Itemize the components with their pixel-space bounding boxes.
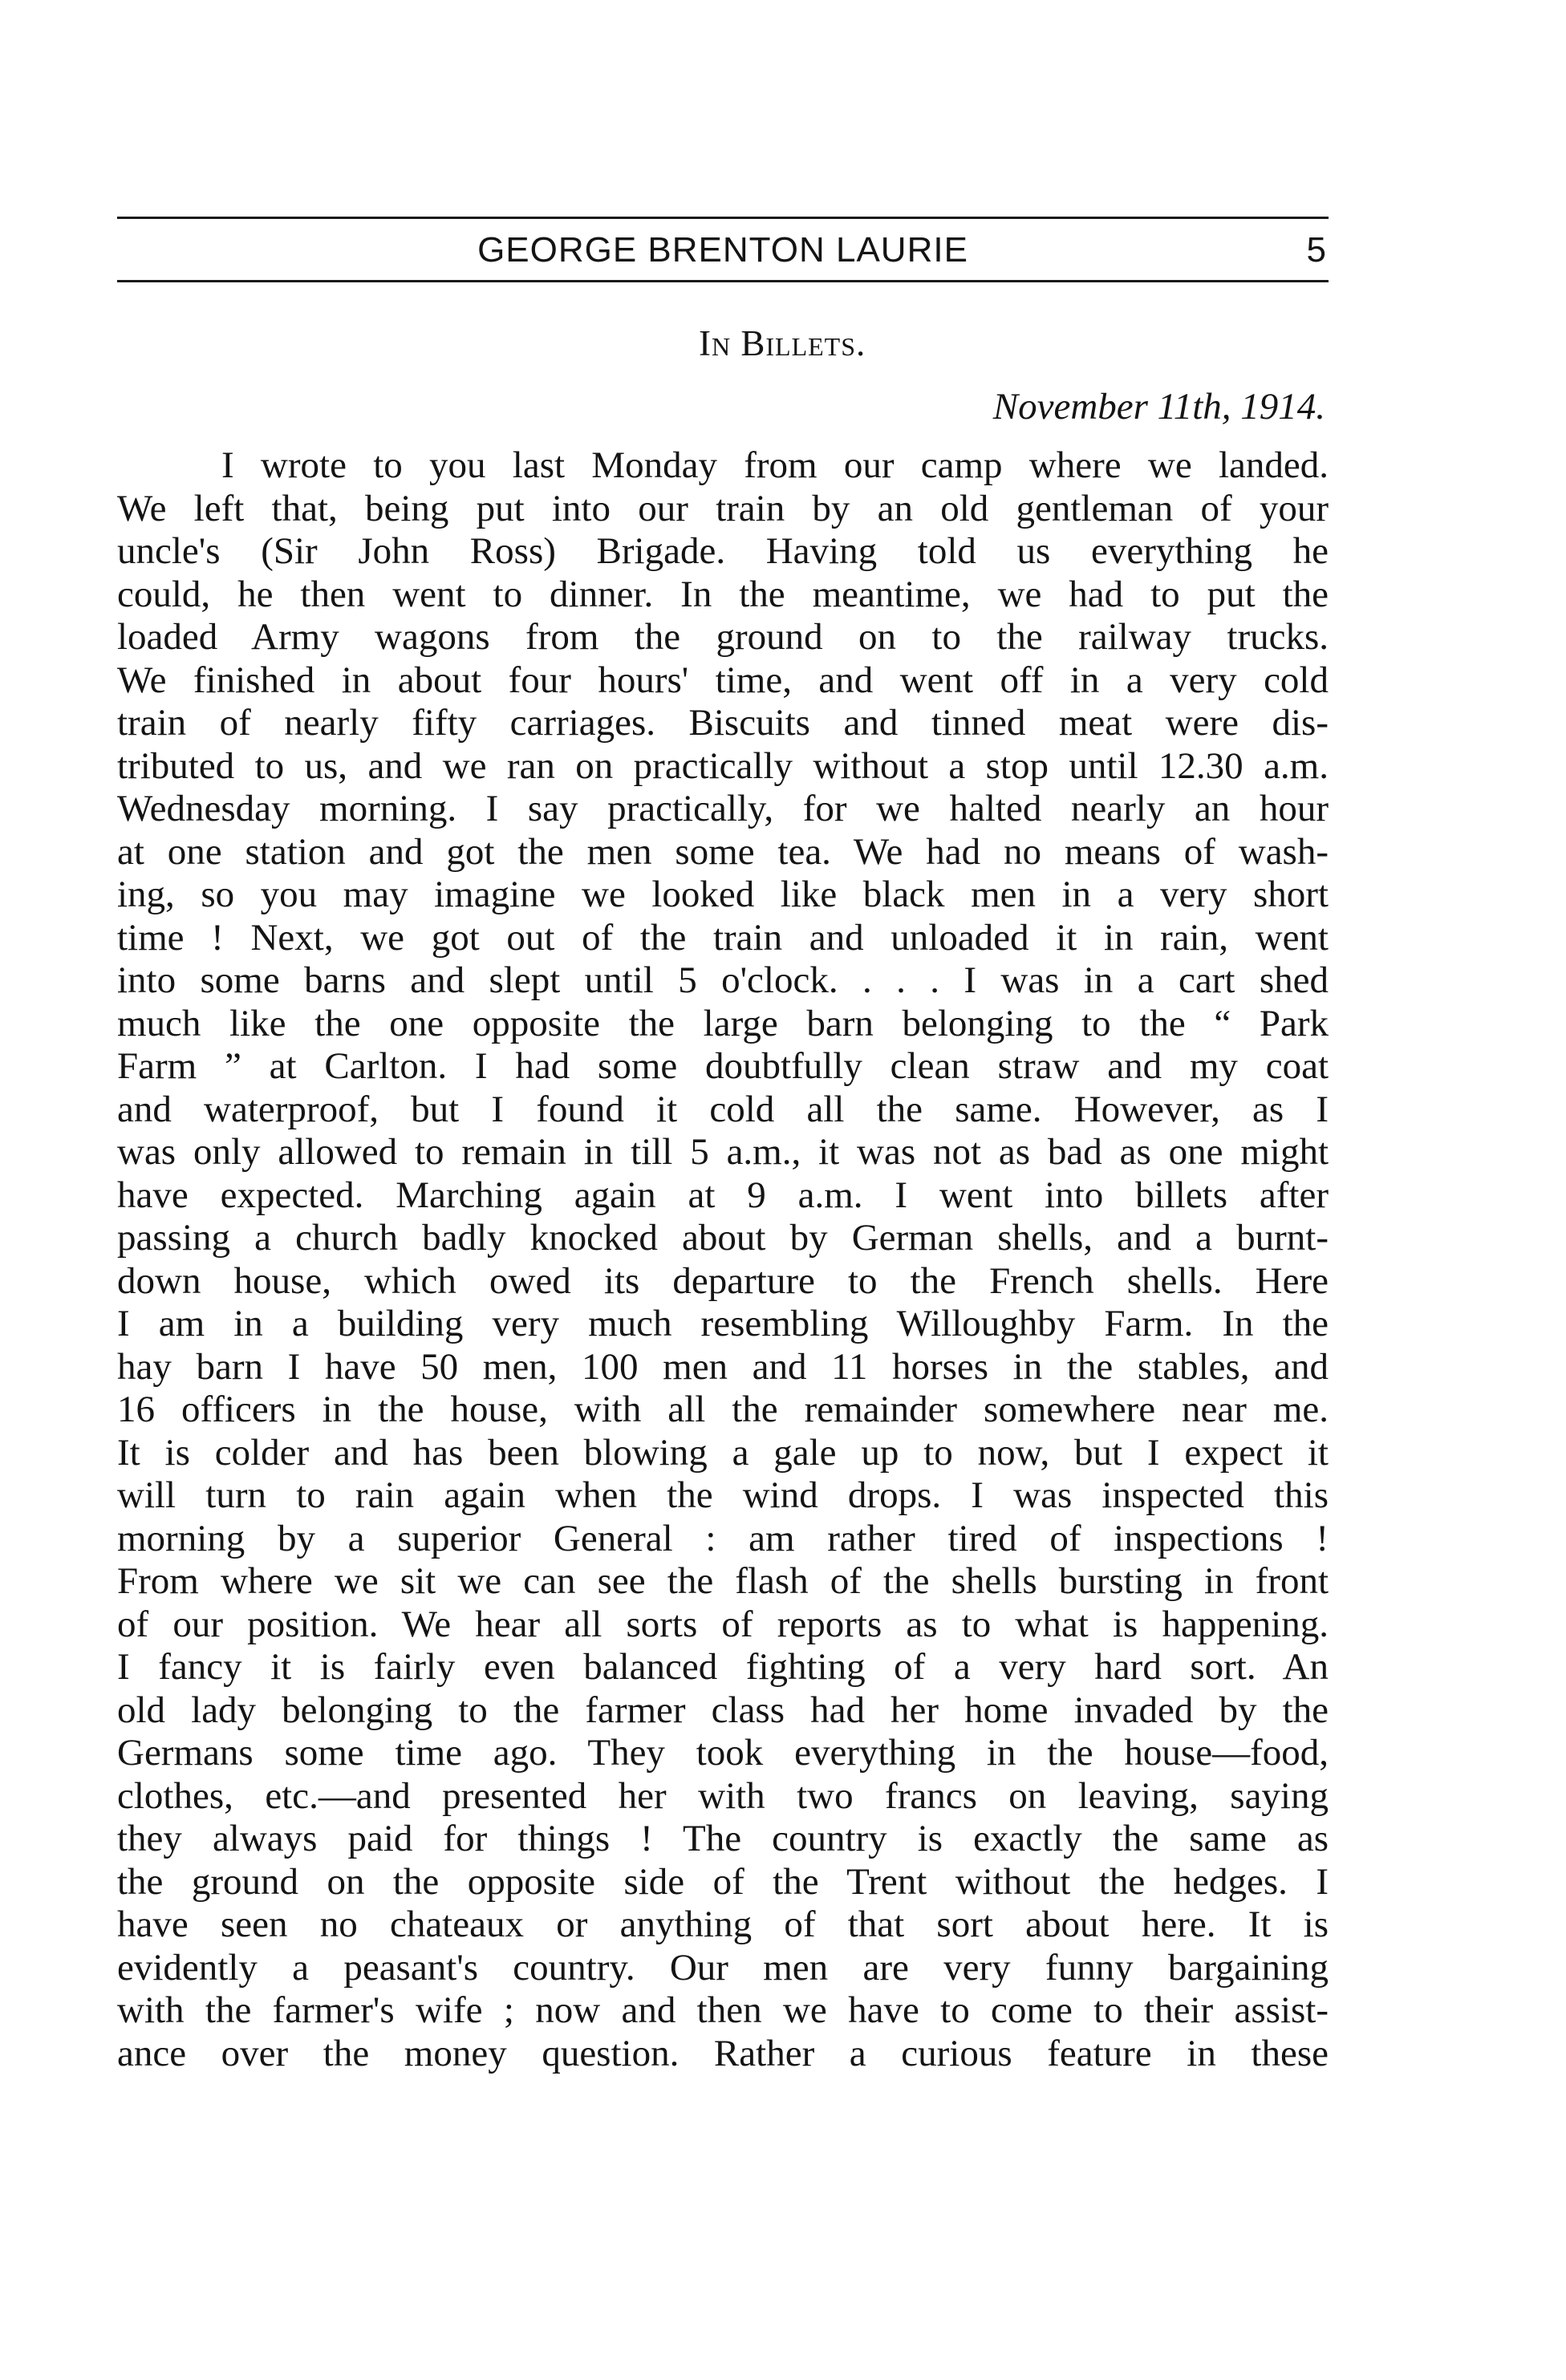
text-line: was only allowed to remain in till 5 a.m., it was not as bad as one might xyxy=(117,1131,1329,1173)
text-line: old lady belonging to the farmer class had her home invaded by the xyxy=(117,1689,1329,1731)
text-line: train of nearly fifty carriages. Biscuits and tinned meat were dis- xyxy=(117,702,1329,744)
text-line: and waterproof, but I found it cold all the same. However, as I xyxy=(117,1088,1329,1130)
letter-body xyxy=(117,444,1329,2075)
text-line: 16 officers in the house, with all the remainder somewhere near me. xyxy=(117,1389,1329,1430)
text-line: ing, so you may imagine we looked like black men in a very short xyxy=(117,874,1329,915)
text-line: could, he then went to dinner. In the meantime, we had to put the xyxy=(117,573,1329,615)
letter-date: November 11th, 1914. xyxy=(992,386,1325,428)
text-line: uncle's (Sir John Ross) Brigade. Having told us everything he xyxy=(117,530,1329,572)
text-line: loaded Army wagons from the ground on to the railway trucks. xyxy=(117,616,1329,658)
text-line: down house, which owed its departure to the French shells. Here xyxy=(117,1259,1329,1302)
text-line: they always paid for things ! The country is exactly the same as xyxy=(117,1818,1329,1859)
text-line: evidently a peasant's country. Our men are very funny bargaining xyxy=(117,1946,1329,1989)
text-line: We finished in about four hours' time, and went off in a very cold xyxy=(117,659,1329,701)
text-line: It is colder and has been blowing a gale up to now, but I expect it xyxy=(117,1431,1329,1474)
text-line: Germans some time ago. They took everything in the house—food, xyxy=(117,1732,1329,1774)
text-line: From where we sit we can see the flash of the shells bursting in front xyxy=(117,1560,1329,1602)
book-page xyxy=(117,217,1329,2075)
text-line: I wrote to you last Monday from our camp where we landed. xyxy=(221,444,1329,486)
text-line: have seen no chateaux or anything of that sort about here. It is xyxy=(117,1904,1329,1945)
text-line: into some barns and slept until 5 o'clock. . . . I was in a cart shed xyxy=(117,959,1329,1001)
text-line: hay barn I have 50 men, 100 men and 11 horses in the stables, and xyxy=(117,1345,1329,1388)
text-line: at one station and got the men some tea. We had no means of wash- xyxy=(117,830,1329,873)
text-line: I fancy it is fairly even balanced fighting of a very hard sort. An xyxy=(117,1646,1329,1688)
text-line: Wednesday morning. I say practically, for we halted nearly an hour xyxy=(117,788,1329,829)
text-line: We left that, being put into our train by an old gentleman of your xyxy=(117,487,1329,529)
letter-place-heading: In Billets. xyxy=(699,323,866,363)
running-title: GEORGE BRENTON LAURIE xyxy=(477,230,968,270)
running-head xyxy=(117,219,1329,280)
text-line: much like the one opposite the large barn belonging to the “ Park xyxy=(117,1002,1329,1044)
text-line: will turn to rain again when the wind drops. I was inspected this xyxy=(117,1474,1329,1516)
text-line: passing a church badly knocked about by German shells, and a burnt- xyxy=(117,1217,1329,1259)
text-line: Farm ” at Carlton. I had some doubtfully clean straw and my coat xyxy=(117,1045,1329,1087)
header-bottom-rule xyxy=(117,280,1329,282)
text-line: with the farmer's wife ; now and then we have to come to their assist- xyxy=(117,1989,1329,2031)
text-line: of our position. We hear all sorts of reports as to what is happening. xyxy=(117,1603,1329,1645)
text-line: the ground on the opposite side of the Trent without the hedges. I xyxy=(117,1860,1329,1903)
text-line: ance over the money question. Rather a curious feature in these xyxy=(117,2032,1329,2074)
text-line: morning by a superior General : am rather tired of inspections ! xyxy=(117,1517,1329,1559)
text-line: clothes, etc.—and presented her with two francs on leaving, saying xyxy=(117,1774,1329,1817)
text-line: I am in a building very much resembling Willoughby Farm. In the xyxy=(117,1303,1329,1344)
text-line: tributed to us, and we ran on practically without a stop until 12.30 a.m. xyxy=(117,744,1329,787)
page-number: 5 xyxy=(1306,230,1327,270)
text-line: have expected. Marching again at 9 a.m. I went into billets after xyxy=(117,1174,1329,1216)
text-line: time ! Next, we got out of the train and unloaded it in rain, went xyxy=(117,916,1329,959)
